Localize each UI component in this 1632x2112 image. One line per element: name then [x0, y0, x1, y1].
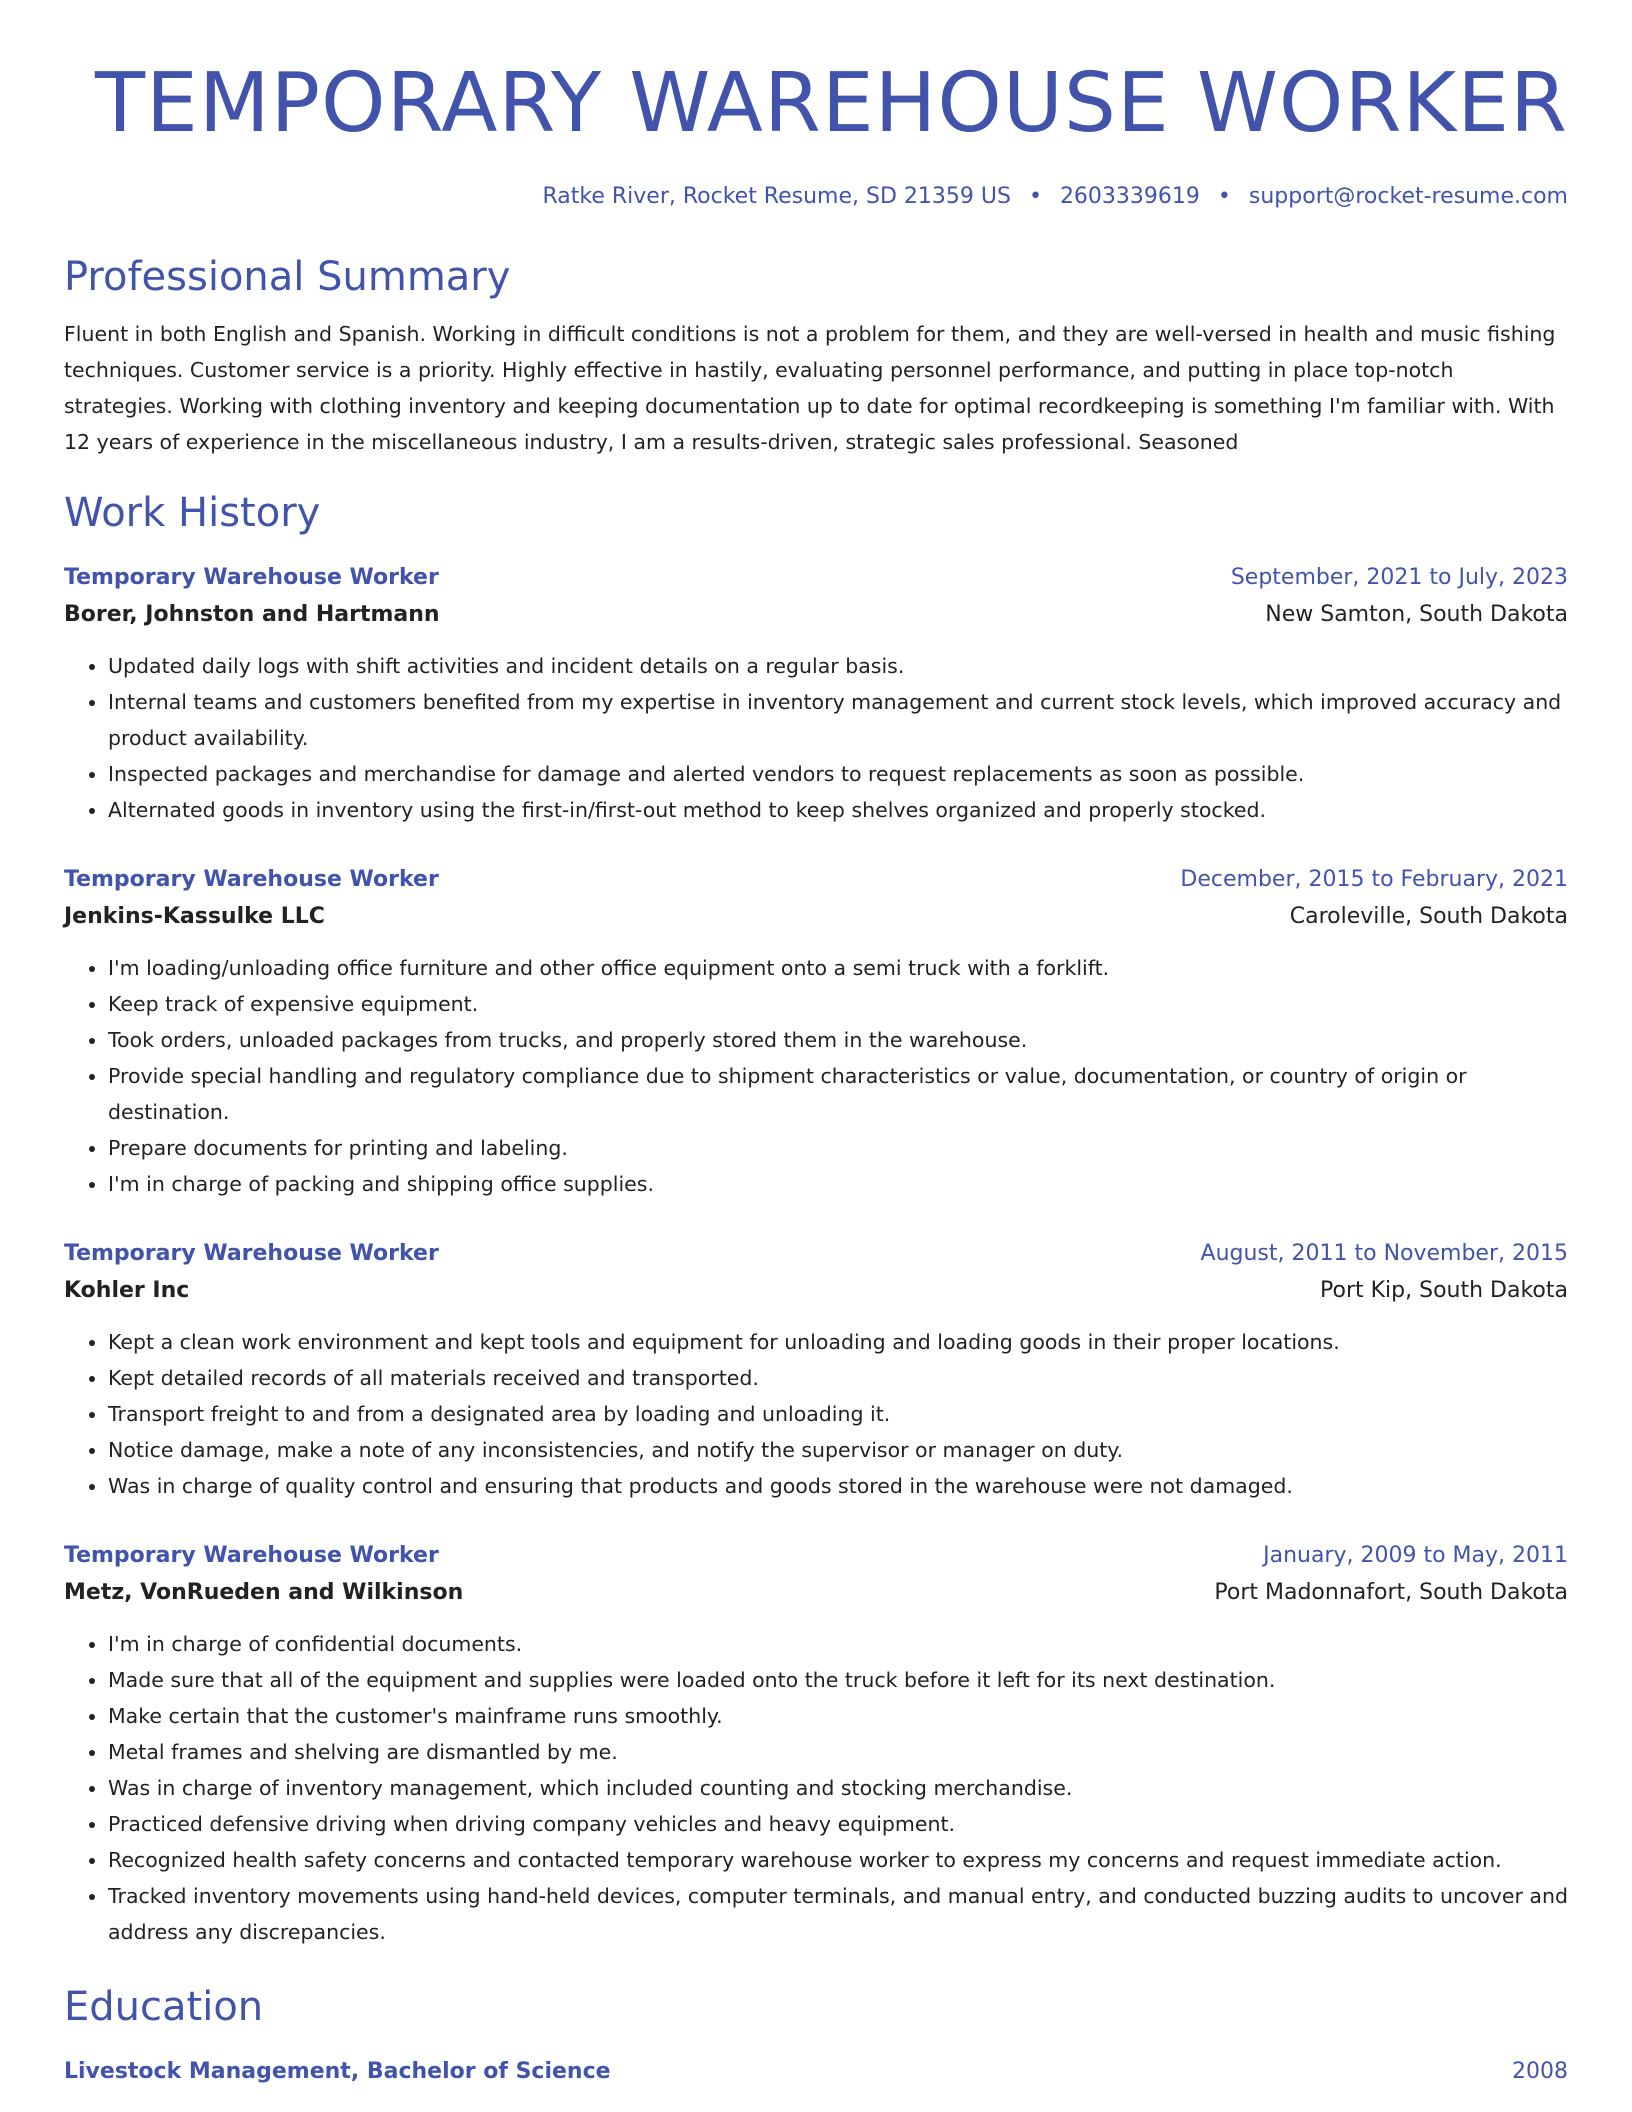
duty-item: • Took orders, unloaded packages from trucks, and properly stored them in the warehouse.	[108, 1022, 1568, 1058]
education-degree: Livestock Management, Bachelor of Science	[64, 2059, 611, 2084]
duty-item: • Was in charge of quality control and ensuring that products and goods stored in the warehouse were not damaged.	[108, 1468, 1568, 1504]
job-entry	[64, 560, 1568, 828]
duty-item: • Kept detailed records of all materials received and transported.	[108, 1360, 1568, 1396]
job-company: Metz, VonRueden and Wilkinson	[64, 1580, 464, 1605]
duty-item: • I'm in charge of confidential documents.	[108, 1626, 1568, 1662]
job-title: Temporary Warehouse Worker	[64, 1241, 439, 1266]
duty-list	[64, 950, 1568, 1202]
job-location: Port Kip, South Dakota	[1320, 1278, 1568, 1303]
duty-item: • Was in charge of inventory management, which included counting and stocking merchandise.	[108, 1770, 1568, 1806]
resume-title: TEMPORARY WAREHOUSE WORKER	[94, 56, 1568, 151]
contact-phone: 2603339619	[1059, 184, 1200, 209]
resume-page	[64, 56, 1568, 2090]
duty-item: • I'm loading/unloading office furniture and other office equipment onto a semi truck with a forklift.	[108, 950, 1568, 986]
separator-dot: •	[1028, 184, 1042, 209]
duty-list	[64, 1626, 1568, 1950]
work-history-heading: Work History	[64, 490, 321, 536]
separator-dot: •	[1217, 184, 1231, 209]
education-heading: Education	[64, 1984, 264, 2030]
duty-item: • Updated daily logs with shift activities and incident details on a regular basis.	[108, 648, 1568, 684]
job-header-row	[64, 560, 1568, 596]
job-company-row	[64, 596, 1568, 634]
duty-item: • Tracked inventory movements using hand-held devices, computer terminals, and manual entry, and conducted buzzing audits to uncover and address any discrepancies.	[108, 1878, 1568, 1950]
job-entry	[64, 862, 1568, 1202]
job-header-row	[64, 1538, 1568, 1574]
duty-item: • Keep track of expensive equipment.	[108, 986, 1568, 1022]
contact-line	[64, 182, 1568, 212]
contact-address: Ratke River, Rocket Resume, SD 21359 US	[542, 184, 1011, 209]
job-header-row	[64, 862, 1568, 898]
job-company-row	[64, 898, 1568, 936]
duty-item: • Notice damage, make a note of any inconsistencies, and notify the supervisor or manager on duty.	[108, 1432, 1568, 1468]
job-dates: December, 2015 to February, 2021	[1180, 867, 1568, 892]
summary-heading: Professional Summary	[64, 254, 511, 300]
job-company-row	[64, 1272, 1568, 1310]
duty-list	[64, 1324, 1568, 1504]
job-company: Kohler Inc	[64, 1278, 190, 1303]
duty-list	[64, 648, 1568, 828]
duty-item: • Alternated goods in inventory using the first-in/first-out method to keep shelves organized and properly stocked.	[108, 792, 1568, 828]
job-company: Borer, Johnston and Hartmann	[64, 602, 440, 627]
duty-item: • Recognized health safety concerns and contacted temporary warehouse worker to express my concerns and request immediate action.	[108, 1842, 1568, 1878]
duty-item: • Provide special handling and regulatory compliance due to shipment characteristics or value, documentation, or country of origin or destination.	[108, 1058, 1568, 1130]
duty-item: • Prepare documents for printing and labeling.	[108, 1130, 1568, 1166]
job-company: Jenkins-Kassulke LLC	[64, 904, 325, 929]
duty-item: • Internal teams and customers benefited from my expertise in inventory management and current stock levels, which improved accuracy and product availability.	[108, 684, 1568, 756]
job-header-row	[64, 1236, 1568, 1272]
duty-item: • Made sure that all of the equipment and supplies were loaded onto the truck before it left for its next destination.	[108, 1662, 1568, 1698]
duty-item: • Metal frames and shelving are dismantled by me.	[108, 1734, 1568, 1770]
education-entry	[64, 2054, 1568, 2090]
job-entry	[64, 1236, 1568, 1504]
job-company-row	[64, 1574, 1568, 1612]
job-title: Temporary Warehouse Worker	[64, 565, 439, 590]
job-entry	[64, 1538, 1568, 1950]
contact-email: support@rocket-resume.com	[1248, 184, 1568, 209]
job-title: Temporary Warehouse Worker	[64, 867, 439, 892]
duty-item: • Practiced defensive driving when driving company vehicles and heavy equipment.	[108, 1806, 1568, 1842]
job-dates: September, 2021 to July, 2023	[1230, 565, 1568, 590]
job-dates: January, 2009 to May, 2011	[1263, 1543, 1568, 1568]
duty-item: • Transport freight to and from a designated area by loading and unloading it.	[108, 1396, 1568, 1432]
job-location: Caroleville, South Dakota	[1289, 904, 1568, 929]
job-dates: August, 2011 to November, 2015	[1200, 1241, 1568, 1266]
job-title: Temporary Warehouse Worker	[64, 1543, 439, 1568]
duty-item: • Kept a clean work environment and kept tools and equipment for unloading and loading goods in their proper locations.	[108, 1324, 1568, 1360]
duty-item: • I'm in charge of packing and shipping office supplies.	[108, 1166, 1568, 1202]
job-location: Port Madonnafort, South Dakota	[1214, 1580, 1568, 1605]
job-location: New Samton, South Dakota	[1265, 602, 1568, 627]
education-year: 2008	[1512, 2059, 1568, 2084]
duty-item: • Make certain that the customer's mainframe runs smoothly.	[108, 1698, 1568, 1734]
summary-text: Fluent in both English and Spanish. Working in difficult conditions is not a problem for them, and they are well-versed in health and music fishing techniques. Customer service is a priority. Highly effective in hastily, evaluating personnel performance, and putting in place top-notch strategies. Working with clothing inventory and keeping documentation up to date for optimal recordkeeping is something I'm familiar with. With 12 years of experience in the miscellaneous industry, I am a results-driven, strategic sales professional. Seasoned	[64, 322, 1556, 454]
duty-item: • Inspected packages and merchandise for damage and alerted vendors to request replacements as soon as possible.	[108, 756, 1568, 792]
